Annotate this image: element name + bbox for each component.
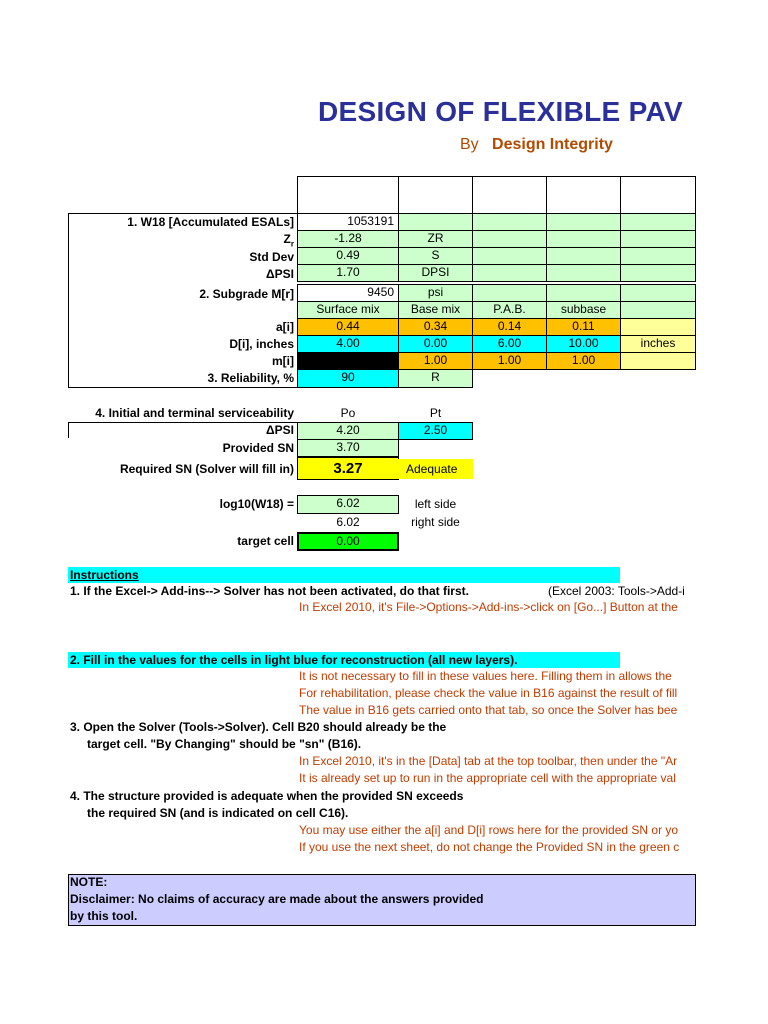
std-value[interactable]: 0.49 xyxy=(297,247,399,265)
log-right-value: 6.02 xyxy=(336,515,360,529)
instruction-step-1-side: (Excel 2003: Tools->Add-i xyxy=(548,584,685,598)
instruction-step-4-cont: the required SN (and is indicated on cell C16). xyxy=(87,806,349,820)
instruction-step-3: 3. Open the Solver (Tools->Solver). Cell B20 should already be the xyxy=(70,720,447,734)
layer-cell[interactable] xyxy=(620,301,696,319)
byline-by: By xyxy=(460,136,479,153)
ai-value[interactable]: 0.44 xyxy=(297,318,399,336)
mi-value[interactable]: 1.00 xyxy=(398,352,473,370)
pt-header: Pt xyxy=(429,406,442,420)
dpsi-tag: DPSI xyxy=(398,264,473,282)
byline-company: Design Integrity xyxy=(492,136,613,153)
zr-tag: ZR xyxy=(398,230,473,248)
note-header: NOTE: xyxy=(70,875,108,889)
po-header: Po xyxy=(340,406,356,420)
zr-value[interactable]: -1.28 xyxy=(297,230,399,248)
mr-cell[interactable] xyxy=(472,284,547,302)
mr-cell[interactable] xyxy=(620,284,696,302)
w18-cell[interactable] xyxy=(472,213,547,231)
header-cell[interactable] xyxy=(398,176,473,214)
layer-name: Surface mix xyxy=(297,301,399,319)
dpsi-cell[interactable] xyxy=(620,264,696,282)
note-line: by this tool. xyxy=(70,909,138,923)
instruction-step-2-note: It is not necessary to fill in these values here. Filling them in allows the xyxy=(299,669,672,683)
dpsi-value[interactable]: 1.70 xyxy=(297,264,399,282)
header-cell[interactable] xyxy=(297,176,399,214)
provided-sn-value[interactable]: 3.70 xyxy=(297,439,399,457)
mi-label: m[i] xyxy=(272,354,294,368)
di-value[interactable]: 4.00 xyxy=(297,335,399,353)
std-cell[interactable] xyxy=(620,247,696,265)
w18-cell[interactable] xyxy=(398,213,473,231)
rel-value[interactable]: 90 xyxy=(297,369,399,388)
serviceability-label: 4. Initial and terminal serviceability xyxy=(95,406,294,420)
ai-value[interactable]: 0.14 xyxy=(472,318,547,336)
pt-value[interactable]: 2.50 xyxy=(398,422,473,440)
target-cell-value[interactable]: 0.00 xyxy=(297,532,399,551)
mi-value[interactable]: 1.00 xyxy=(472,352,547,370)
ai-label: a[i] xyxy=(276,320,294,334)
instruction-step-3-note: In Excel 2010, it's in the [Data] tab at the top toolbar, then under the "Ar xyxy=(299,754,678,768)
instruction-step-2-note: The value in B16 gets carried onto that tab, so once the Solver has bee xyxy=(299,703,678,717)
byline xyxy=(460,136,613,154)
header-cell[interactable] xyxy=(472,176,547,214)
log-left-value[interactable]: 6.02 xyxy=(297,495,399,514)
mr-value[interactable]: 9450 xyxy=(297,284,399,302)
page-title: DESIGN OF FLEXIBLE PAV xyxy=(318,96,683,127)
rel-label: 3. Reliability, % xyxy=(207,371,294,385)
mi-blank xyxy=(297,352,399,370)
dpsi-label: ΔPSI xyxy=(266,267,294,281)
layer-name: Base mix xyxy=(398,301,473,319)
instruction-step-4-note: If you use the next sheet, do not change the Provided SN in the green c xyxy=(299,840,680,854)
instruction-step-3-cont: target cell. "By Changing" should be "sn" (B16). xyxy=(87,737,362,751)
w18-label: 1. W18 [Accumulated ESALs] xyxy=(127,215,294,229)
instruction-step-1: 1. If the Excel-> Add-ins--> Solver has not been activated, do that first. xyxy=(70,584,469,598)
di-label: D[i], inches xyxy=(229,337,294,351)
ai-value[interactable]: 0.11 xyxy=(546,318,621,336)
instructions-bar xyxy=(68,567,620,583)
mi-value[interactable]: 1.00 xyxy=(546,352,621,370)
dpsi2-label: ΔPSI xyxy=(266,423,294,437)
zr-cell[interactable] xyxy=(472,230,547,248)
zr-cell[interactable] xyxy=(620,230,696,248)
zr-label: $Z_r$ xyxy=(283,232,294,249)
required-sn-label: Required SN (Solver will fill in) xyxy=(119,462,294,476)
std-label: Std Dev xyxy=(249,250,294,264)
rel-tag: R xyxy=(398,369,473,388)
header-cell[interactable] xyxy=(620,176,696,214)
po-value[interactable]: 4.20 xyxy=(297,422,399,440)
target-label: target cell xyxy=(237,534,294,548)
header-cell[interactable] xyxy=(546,176,621,214)
layer-name: subbase xyxy=(546,301,621,319)
dpsi-cell[interactable] xyxy=(546,264,621,282)
w18-cell[interactable] xyxy=(546,213,621,231)
instruction-step-4-note: You may use either the a[i] and D[i] rows here for the provided SN or yo xyxy=(299,823,679,837)
instructions-header: Instructions xyxy=(70,568,139,582)
mr-label: 2. Subgrade M[r] xyxy=(199,287,294,301)
log-right-tag: right side xyxy=(411,515,460,529)
ai-cell[interactable] xyxy=(620,318,696,336)
di-value[interactable]: 6.00 xyxy=(472,335,547,353)
ai-value[interactable]: 0.34 xyxy=(398,318,473,336)
log-left-tag: left side xyxy=(414,497,457,511)
instruction-step-4: 4. The structure provided is adequate when the provided SN exceeds xyxy=(70,789,464,803)
layer-name: P.A.B. xyxy=(472,301,547,319)
di-value[interactable]: 10.00 xyxy=(546,335,621,353)
log-label: log10(W18) = xyxy=(219,497,294,511)
w18-value[interactable]: 1053191 xyxy=(297,213,399,231)
mi-cell[interactable] xyxy=(620,352,696,370)
instruction-step-2: 2. Fill in the values for the cells in light blue for reconstruction (all new layers). xyxy=(70,653,518,667)
std-tag: S xyxy=(398,247,473,265)
provided-sn-label: Provided SN xyxy=(222,441,294,455)
instruction-step-2-note: For rehabilitation, please check the value in B16 against the result of fill xyxy=(299,686,678,700)
instruction-step-1-note: In Excel 2010, it's File->Options->Add-ins->click on [Go...] Button at the xyxy=(299,600,678,614)
mr-unit: psi xyxy=(398,284,473,302)
std-cell[interactable] xyxy=(546,247,621,265)
w18-cell[interactable] xyxy=(620,213,696,231)
adequate-status: Adequate xyxy=(398,459,473,479)
di-unit: inches xyxy=(620,335,696,353)
required-sn-value[interactable]: 3.27 xyxy=(297,457,399,480)
di-value[interactable]: 0.00 xyxy=(398,335,473,353)
dpsi-cell[interactable] xyxy=(472,264,547,282)
note-line: Disclaimer: No claims of accuracy are made about the answers provided xyxy=(70,892,484,906)
instruction-step-3-note: It is already set up to run in the appropriate cell with the appropriate val xyxy=(299,771,676,785)
zr-cell[interactable] xyxy=(546,230,621,248)
mr-cell[interactable] xyxy=(546,284,621,302)
std-cell[interactable] xyxy=(472,247,547,265)
